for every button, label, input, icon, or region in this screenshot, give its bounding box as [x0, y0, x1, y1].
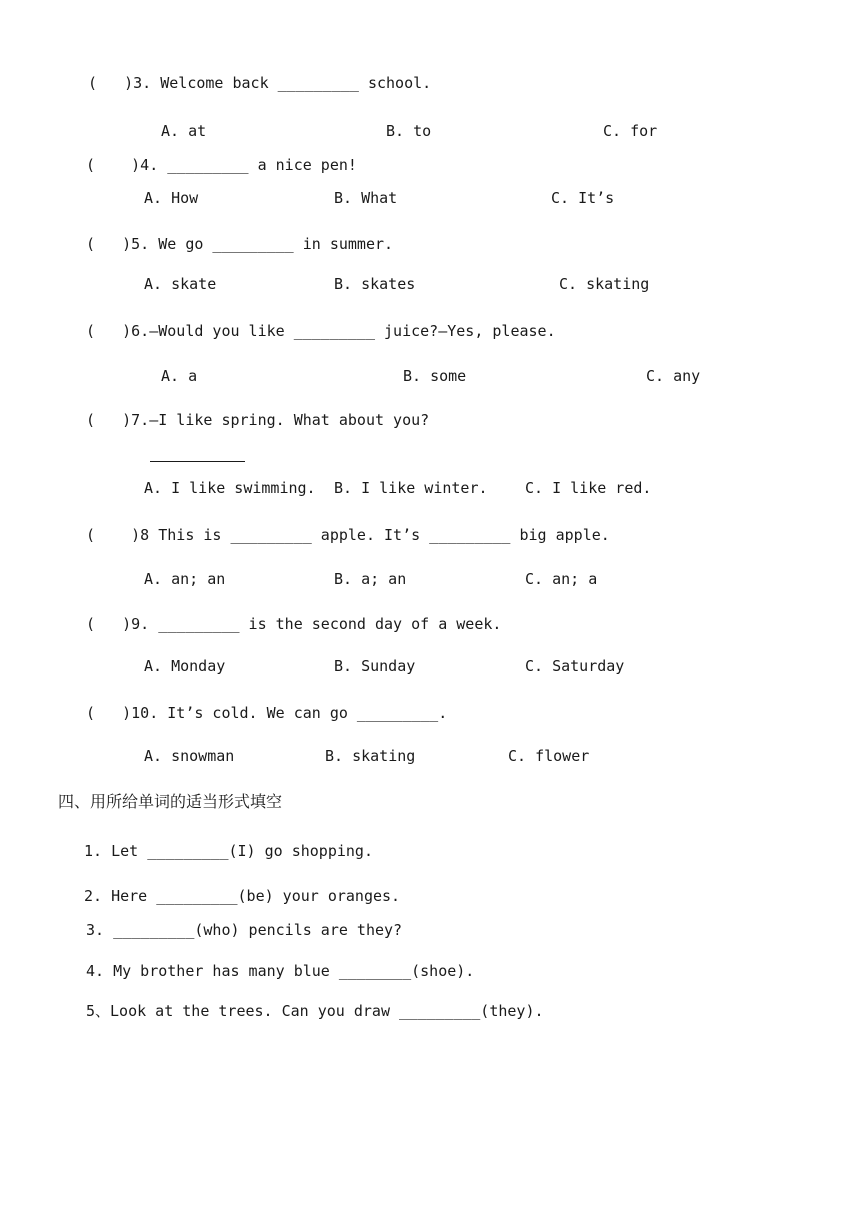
question-7: ( )7.—I like spring. What about you?: [86, 411, 430, 429]
question-6-option-a: A. a: [161, 367, 198, 385]
question-4: ( )4. _________ a nice pen!: [86, 156, 357, 174]
question-6-option-b: B. some: [403, 367, 467, 385]
question-4-option-a: A. How: [144, 189, 199, 207]
fill-item-3: 3. _________(who) pencils are they?: [86, 921, 403, 939]
question-8-option-b: B. a; an: [334, 570, 407, 588]
question-7-option-c: C. I like red.: [525, 479, 652, 497]
question-5-option-a: A. skate: [144, 275, 217, 293]
question-9: ( )9. _________ is the second day of a week.: [86, 615, 502, 633]
question-10: ( )10. It’s cold. We can go _________.: [86, 704, 448, 722]
question-5-option-b: B. skates: [334, 275, 416, 293]
question-8: ( )8 This is _________ apple. It’s _________ big apple.: [86, 526, 610, 544]
fill-item-4: 4. My brother has many blue ________(shoe).: [86, 962, 475, 980]
question-8-option-c: C. an; a: [525, 570, 598, 588]
question-6: ( )6.—Would you like _________ juice?—Yes, please.: [86, 322, 556, 340]
question-3-option-b: B. to: [386, 122, 432, 140]
question-4-option-c: C. It’s: [551, 189, 615, 207]
question-7-answer-blank: [150, 461, 245, 462]
question-9-option-c: C. Saturday: [525, 657, 625, 675]
question-8-option-a: A. an; an: [144, 570, 226, 588]
question-9-option-a: A. Monday: [144, 657, 226, 675]
question-3-option-c: C. for: [603, 122, 658, 140]
fill-item-2: 2. Here _________(be) your oranges.: [84, 887, 401, 905]
fill-item-5: 5、Look at the trees. Can you draw _________(they).: [86, 1002, 544, 1020]
fill-item-1: 1. Let _________(I) go shopping.: [84, 842, 373, 860]
question-10-option-c: C. flower: [508, 747, 590, 765]
question-7-option-a: A. I like swimming.: [144, 479, 316, 497]
question-10-option-b: B. skating: [325, 747, 416, 765]
question-7-option-b: B. I like winter.: [334, 479, 488, 497]
question-9-option-b: B. Sunday: [334, 657, 416, 675]
question-3: ( )3. Welcome back _________ school.: [88, 74, 432, 92]
question-5-option-c: C. skating: [559, 275, 650, 293]
question-10-option-a: A. snowman: [144, 747, 235, 765]
question-5: ( )5. We go _________ in summer.: [86, 235, 394, 253]
question-6-option-c: C. any: [646, 367, 701, 385]
question-4-option-b: B. What: [334, 189, 398, 207]
section-4-heading: 四、用所给单词的适当形式填空: [58, 792, 283, 811]
question-3-option-a: A. at: [161, 122, 207, 140]
